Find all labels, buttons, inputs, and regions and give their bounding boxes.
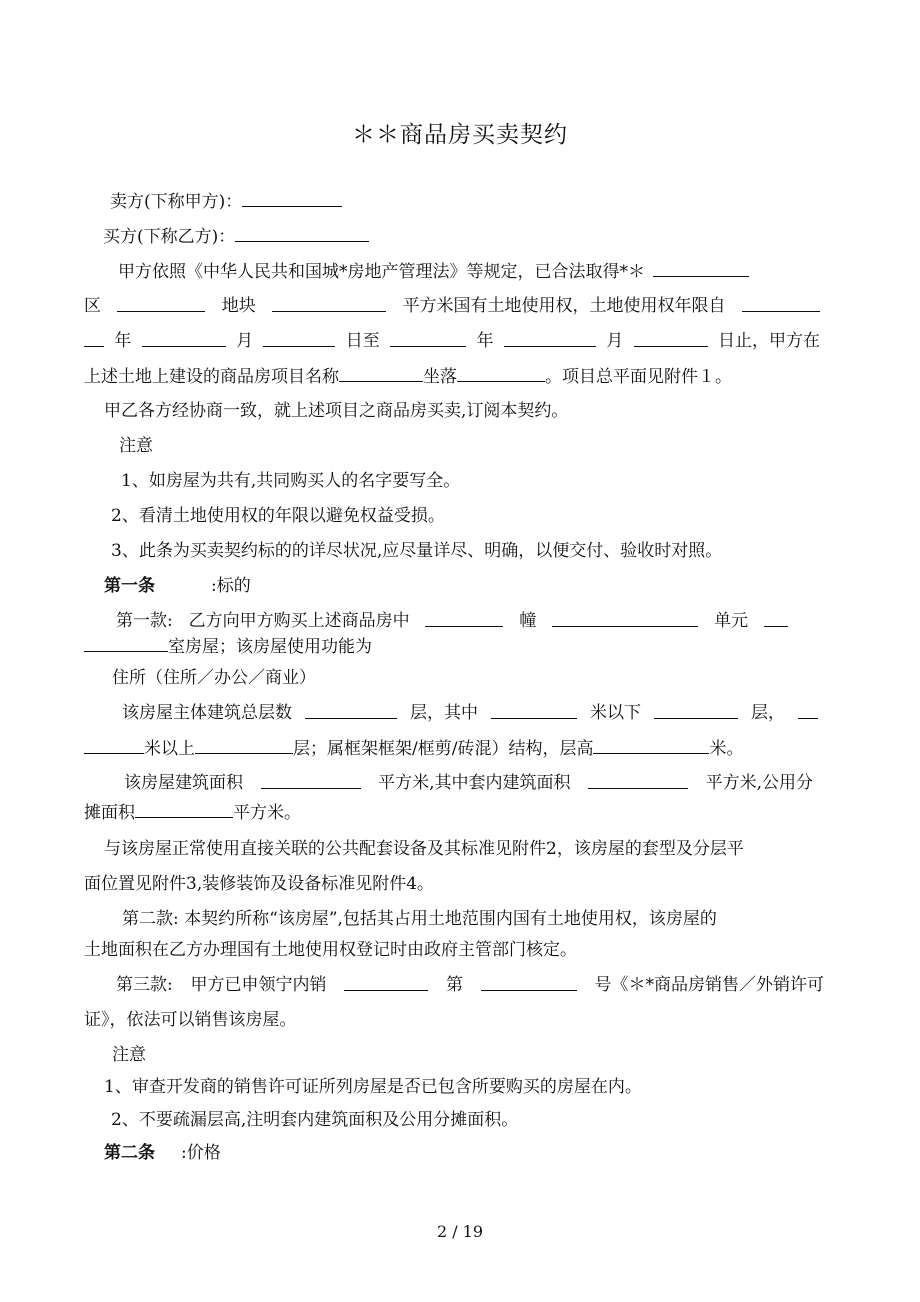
article-title: 第一条 (104, 576, 155, 596)
clause-1-line-2: 室房屋；该房屋使用功能为 (84, 634, 372, 659)
fill-in-blank (653, 259, 749, 277)
fill-in-blank (481, 973, 577, 991)
page-title: ＊＊商品房买卖契约 (352, 122, 568, 148)
fill-in-blank (425, 609, 503, 627)
fill-in-blank (84, 634, 168, 652)
facilities-line-2: 面位置见附件3,装修装饰及设备标准见附件4。 (84, 874, 435, 894)
article-2-heading (104, 1141, 221, 1165)
article-1-heading (104, 574, 251, 598)
fill-in-blank (135, 800, 233, 818)
floors-line-2: 米以上 层；属框架框架/框剪/砖混）结构，层高 米。 (84, 736, 743, 761)
paragraph-2: 甲乙各方经协商一致，就上述项目之商品房买卖,订阅本契约。 (104, 401, 569, 421)
area-line-1: 该房屋建筑面积 平方米,其中套内建筑面积 平方米,公用分 (124, 773, 813, 793)
fill-in-blank (344, 973, 428, 991)
fill-in-blank (588, 771, 688, 789)
fill-in-blank (84, 329, 104, 347)
area-line-2: 摊面积 平方米。 (84, 800, 301, 825)
fill-in-blank (634, 329, 708, 347)
fill-in-blank (84, 736, 144, 754)
paragraph-1-line-2: 区 地块 平方米国有土地使用权，土地使用权年限自 (84, 294, 820, 318)
page-number: 2 / 19 (436, 1222, 484, 1241)
paragraph-1-line-4: 上述土地上建设的商品房项目名称 坐落 。项目总平面见附件１。 (84, 364, 732, 389)
note-item: 3、此条为买卖契约标的的详尽状况,应尽量详尽、明确，以便交付、验收时对照。 (111, 541, 723, 561)
fill-in-blank (504, 329, 596, 347)
buyer-label: 买方(下称乙方)： (103, 227, 236, 247)
fill-in-blank (142, 329, 226, 347)
fill-in-blank (263, 329, 335, 347)
clause-3-line-1: 第三款: 甲方已申领宁内销 第 号《＊*商品房销售／外销许可 (116, 975, 824, 995)
fill-in-blank (305, 701, 397, 719)
fill-in-blank (195, 736, 293, 754)
paragraph-1-line-3: 年 月 日至 年 月 日止，甲方在 (84, 329, 820, 353)
note-item: 1、如房屋为共有,共同购买人的名字要写全。 (121, 471, 461, 491)
fill-in-blank (261, 771, 361, 789)
article-title: 第二条 (104, 1143, 155, 1163)
article-subject: :标的 (211, 576, 251, 596)
clause-2-line-2: 土地面积在乙方办理国有土地使用权登记时由政府主管部门核定。 (84, 940, 577, 960)
seller-label: 卖方(下称甲方)： (110, 192, 243, 212)
fill-in-blank (491, 701, 577, 719)
fill-in-blank (339, 364, 423, 382)
fill-in-blank (742, 294, 820, 312)
clause-3-line-2: 证》，依法可以销售该房屋。 (84, 1010, 297, 1030)
fill-in-blank (654, 701, 738, 719)
fill-in-blank (552, 609, 698, 627)
fill-in-blank (593, 736, 709, 754)
clause-2-line-1: 第二款: 本契约所称“该房屋”,包括其占用土地范围内国有土地使用权，该房屋的 (122, 909, 717, 929)
note-heading: 注意 (112, 1045, 146, 1065)
note-item: 2、看清土地使用权的年限以避免权益受损。 (111, 506, 445, 526)
note-item: 1、审查开发商的销售许可证所列房屋是否已包含所要购买的房屋在内。 (104, 1077, 642, 1097)
seller-blank (242, 189, 342, 207)
fill-in-blank (390, 329, 466, 347)
fill-in-blank (117, 294, 205, 312)
paragraph-1-line-1: 甲方依照《中华人民共和国城*房地产管理法》等规定，已合法取得*＊ (118, 259, 749, 284)
floors-line-1: 该房屋主体建筑总层数 层，其中 米以下 层， (122, 701, 818, 725)
buyer-blank (235, 224, 369, 242)
fill-in-blank (798, 701, 818, 719)
note-item: 2、不要疏漏层高,注明套内建筑面积及公用分摊面积。 (111, 1110, 519, 1130)
seller-line (110, 189, 342, 214)
note-heading: 注意 (119, 436, 153, 456)
fill-in-blank (457, 364, 545, 382)
fill-in-blank (272, 294, 386, 312)
clause-1-line-3: 住所（住所／办公／商业） (112, 668, 316, 688)
fill-in-blank (764, 609, 788, 627)
article-subject: :价格 (181, 1143, 221, 1163)
clause-1-line-1: 第一款: 乙方向甲方购买上述商品房中 幢 单元 (116, 609, 788, 633)
buyer-line (103, 224, 369, 249)
facilities-line-1: 与该房屋正常使用直接关联的公共配套设备及其标准见附件2，该房屋的套型及分层平 (104, 839, 744, 859)
